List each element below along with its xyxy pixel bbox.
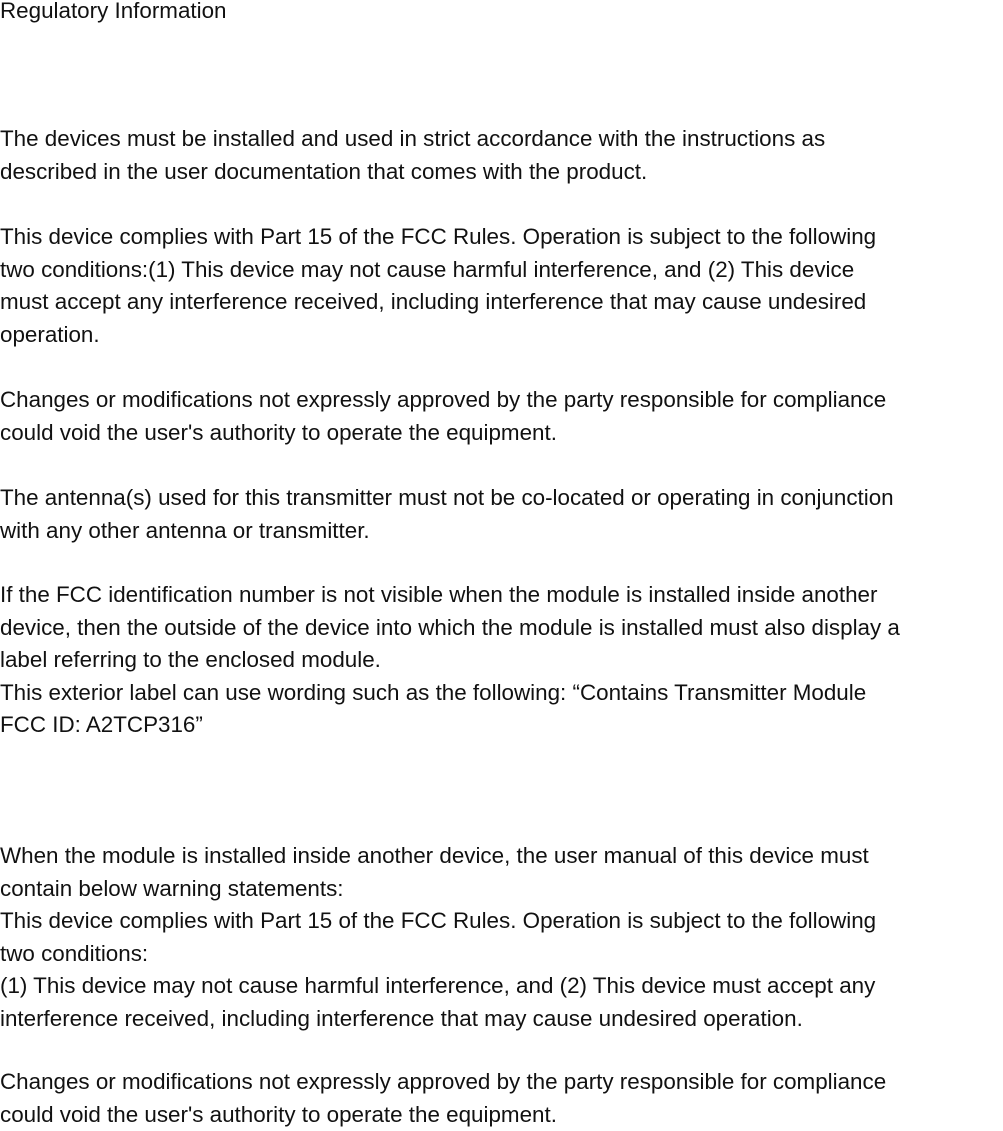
text-line: This device complies with Part 15 of the FCC Rules. Operation is subject to the following (0, 908, 877, 934)
document-title: Regulatory Information (0, 0, 227, 23)
paragraph-antenna (0, 482, 894, 547)
text-line: described in the user documentation that comes with the product. (0, 158, 648, 184)
text-line: This device complies with Part 15 of the FCC Rules. Operation is subject to the following (0, 224, 877, 249)
text-line: two conditions: (0, 940, 149, 966)
text-line: This exterior label can use wording such as the following: “Contains Transmitter Module (0, 679, 867, 705)
text-line: device, then the outside of the device into which the module is installed must also display a (0, 614, 900, 640)
paragraph-modifications-repeat (0, 1066, 886, 1131)
paragraph-installation (0, 123, 825, 188)
text-line: two conditions:(1) This device may not cause harmful interference, and (2) This device (0, 256, 855, 282)
text-line: label referring to the enclosed module. (0, 647, 381, 673)
text-line: Changes or modifications not expressly approved by the party responsible for compliance (0, 387, 887, 412)
text-line: must accept any interference received, including interference that may cause undesired (0, 289, 867, 315)
text-line: contain below warning statements: (0, 875, 344, 901)
text-line: interference received, including interference that may cause undesired operation. (0, 1005, 803, 1031)
text-line: The devices must be installed and used in strict accordance with the instructions as (0, 126, 826, 151)
text-line: could void the user's authority to operate the equipment. (0, 419, 557, 445)
text-line: operation. (0, 321, 100, 347)
text-line: When the module is installed inside another device, the user manual of this device must (0, 843, 869, 868)
paragraph-modifications (0, 384, 886, 449)
text-line: If the FCC identification number is not visible when the module is installed inside another (0, 582, 878, 607)
text-line: could void the user's authority to operate the equipment. (0, 1101, 557, 1127)
text-line: with any other antenna or transmitter. (0, 517, 370, 543)
paragraph-user-manual-warning (0, 840, 876, 1036)
text-line: FCC ID: A2TCP316” (0, 712, 203, 738)
text-line: Changes or modifications not expressly approved by the party responsible for compliance (0, 1069, 887, 1094)
paragraph-fcc-id-label (0, 579, 900, 742)
paragraph-fcc-part15 (0, 221, 876, 351)
text-line: (1) This device may not cause harmful interference, and (2) This device must accept any (0, 973, 876, 999)
text-line: The antenna(s) used for this transmitter must not be co-located or operating in conjunction (0, 485, 894, 510)
